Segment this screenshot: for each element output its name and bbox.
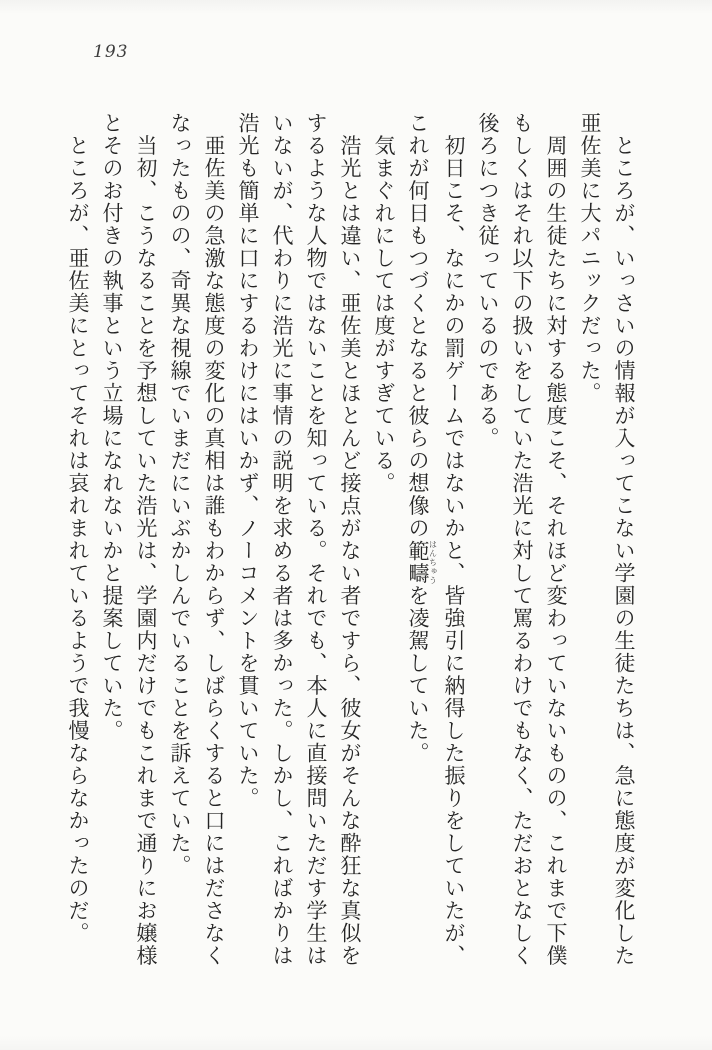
text-column: 亜佐美に大パニックだった。 <box>578 112 602 405</box>
text-column: 浩光も簡単に口にするわけにはいかず、ノーコメントを貫いていた。 <box>236 112 260 810</box>
text-column: もしくはそれ以下の扱いをしていた浩光に対して罵るわけでもなく、ただおとなしく <box>510 112 534 967</box>
text-column: 気まぐれにしては度がすぎている。 <box>372 112 396 495</box>
text-column: 亜佐美の急激な態度の変化の真相は誰もわからず、しばらくすると口にはださなく <box>202 112 226 967</box>
text-column: 浩光とは違い、亜佐美とほとんど接点がない者ですら、彼女がそんな酔狂な真似を <box>338 112 362 967</box>
text-column: 周囲の生徒たちに対する態度こそ、それほど変わっていないものの、これまで下僕 <box>544 112 568 967</box>
text-column: 後ろにつき従っているのである。 <box>476 112 500 450</box>
text-column: これが何日もつづくとなると彼らの想像の範疇はんちゅうを凌駕していた。 <box>406 112 438 765</box>
body-text <box>61 112 641 980</box>
text-column: いないが、代わりに浩光に事情の説明を求める者は多かった。しかし、こればかりは <box>270 112 294 967</box>
text-column: するような人物ではないことを知っている。それでも、本人に直接問いただす学生は <box>304 112 328 967</box>
text-column: 当初、こうなることを予想していた浩光は、学園内だけでもこれまで通りにお嬢様 <box>134 112 158 967</box>
text-column: なったものの、奇異な視線でいまだにいぶかしんでいることを訴えていた。 <box>168 112 192 877</box>
text-column: とそのお付きの執事という立場になれないかと提案していた。 <box>100 112 124 742</box>
text-column: 初日こそ、なにかの罰ゲームではないかと、皆強引に納得した振りをしていたが、 <box>442 112 466 967</box>
text-column: ところが、亜佐美にとってそれは哀れまれているようで我慢ならなかったのだ。 <box>66 112 90 945</box>
text-column: ところが、いっさいの情報が入ってこない学園の生徒たちは、急に態度が変化した <box>612 112 636 967</box>
page-number: 193 <box>93 42 129 62</box>
